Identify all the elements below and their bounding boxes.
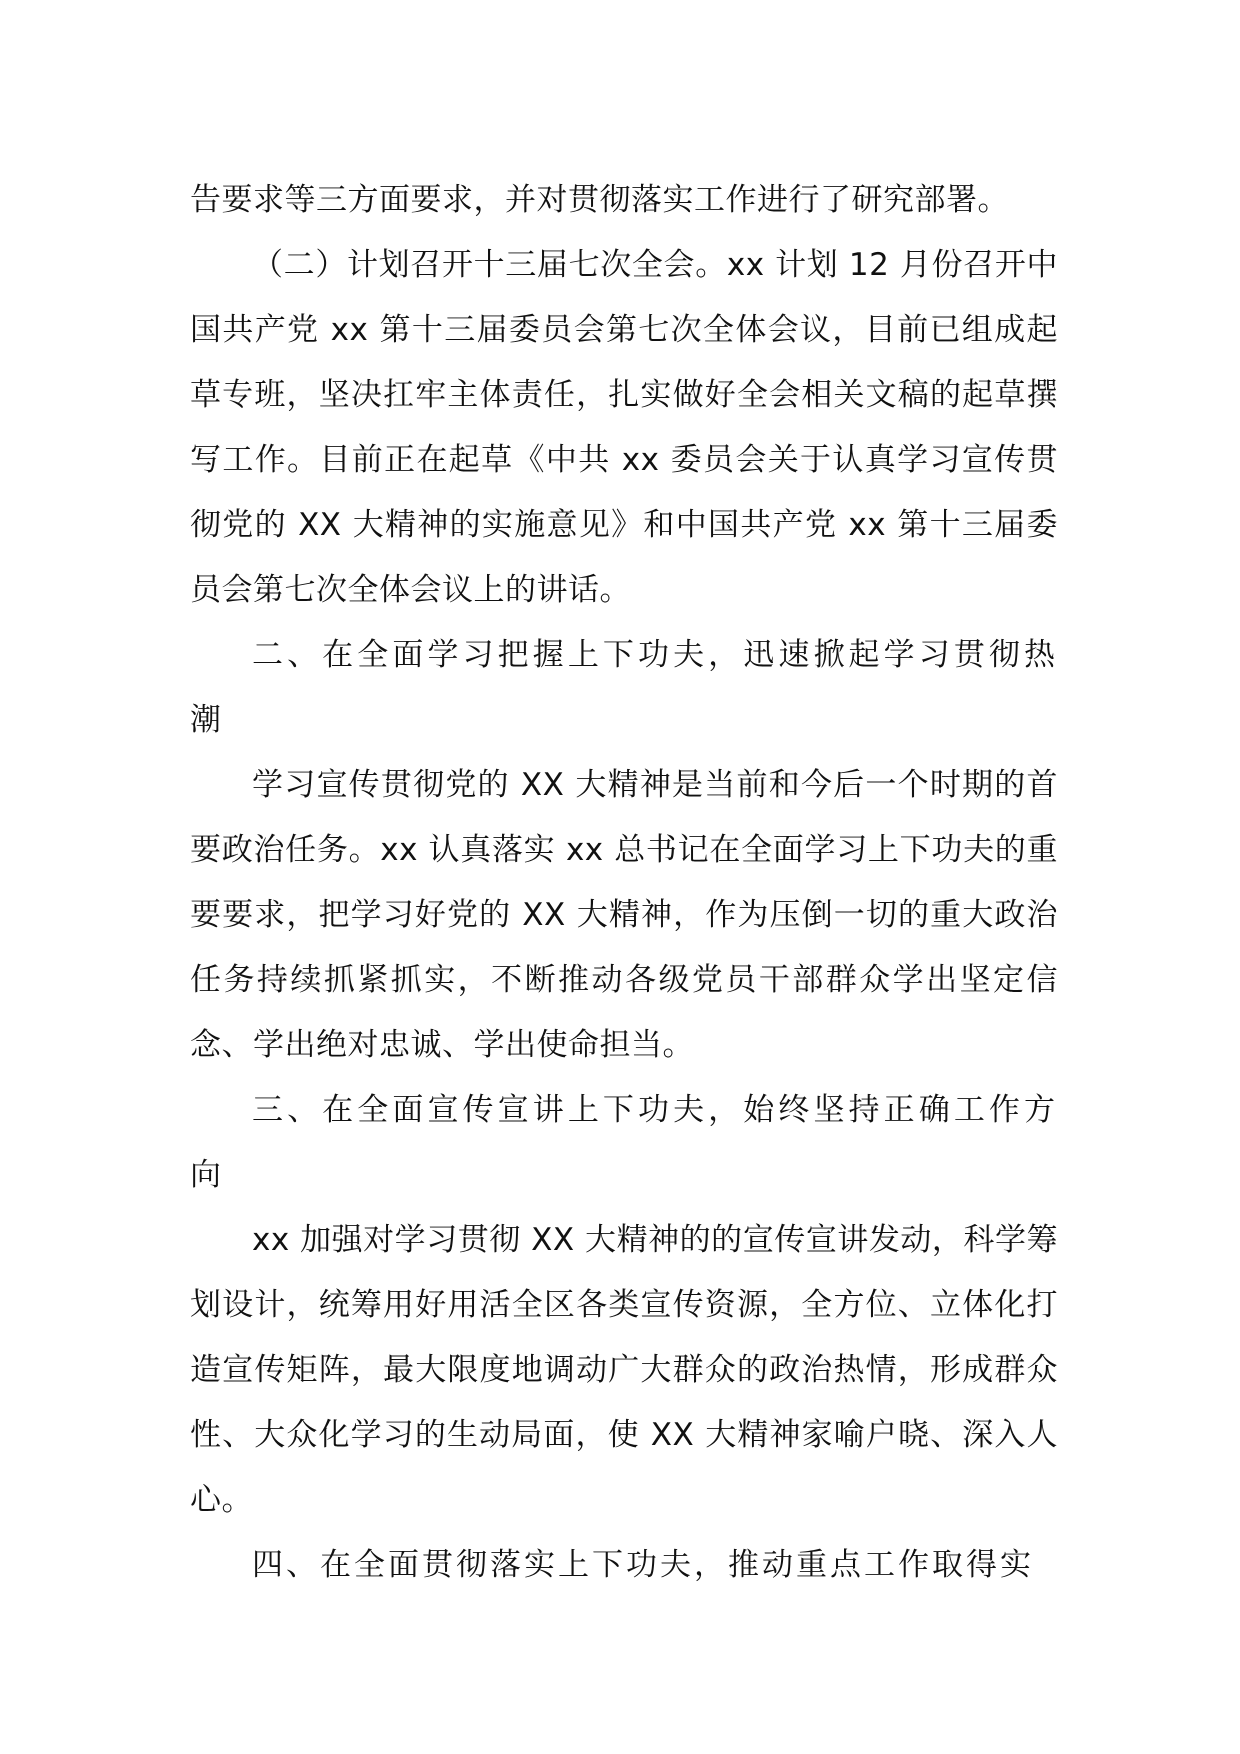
section-heading-publicity: 三、在全面宣传宣讲上下功夫，始终坚持正确工作方向 <box>190 1092 1058 1193</box>
paragraph-plenary-session: （二）计划召开十三届七次全会。xx 计划 12 月份召开中国共产党 xx 第十三届委员会第七次全体会议，目前已组成起草专班，坚决扛牢主体责任，扎实做好全会相关文稿的起草撰写工作。目前正在起草《中共 xx 委员会关于认真学习宣传贯彻党的 XX 大精神的实施意见》和中国共产党 xx 第十三届委员会第七次全体会议上的讲话。 <box>190 247 1058 608</box>
paragraph-publicity: xx 加强对学习贯彻 XX 大精神的的宣传宣讲发动，科学筹划设计，统筹用好用活全区各类宣传资源，全方位、立体化打造宣传矩阵，最大限度地调动广大群众的政治热情，形成群众性、大众化学习的生动局面，使 XX 大精神家喻户晓、深入人心。 <box>190 1222 1058 1518</box>
section-heading-implementation: 四、在全面贯彻落实上下功夫，推动重点工作取得实 <box>252 1547 1034 1583</box>
paragraph-study: 学习宣传贯彻党的 XX 大精神是当前和今后一个时期的首要政治任务。xx 认真落实 xx 总书记在全面学习上下功夫的重要要求，把学习好党的 XX 大精神，作为压倒一切的重大政治任务持续抓紧抓实，不断推动各级党员干部群众学出坚定信念、学出绝对忠诚、学出使命担当。 <box>190 767 1058 1063</box>
paragraph-continuation: 告要求等三方面要求，并对贯彻落实工作进行了研究部署。 <box>190 182 1009 218</box>
section-heading-study: 二、在全面学习把握上下功夫，迅速掀起学习贯彻热潮 <box>190 637 1058 738</box>
document-body <box>190 168 1058 1598</box>
